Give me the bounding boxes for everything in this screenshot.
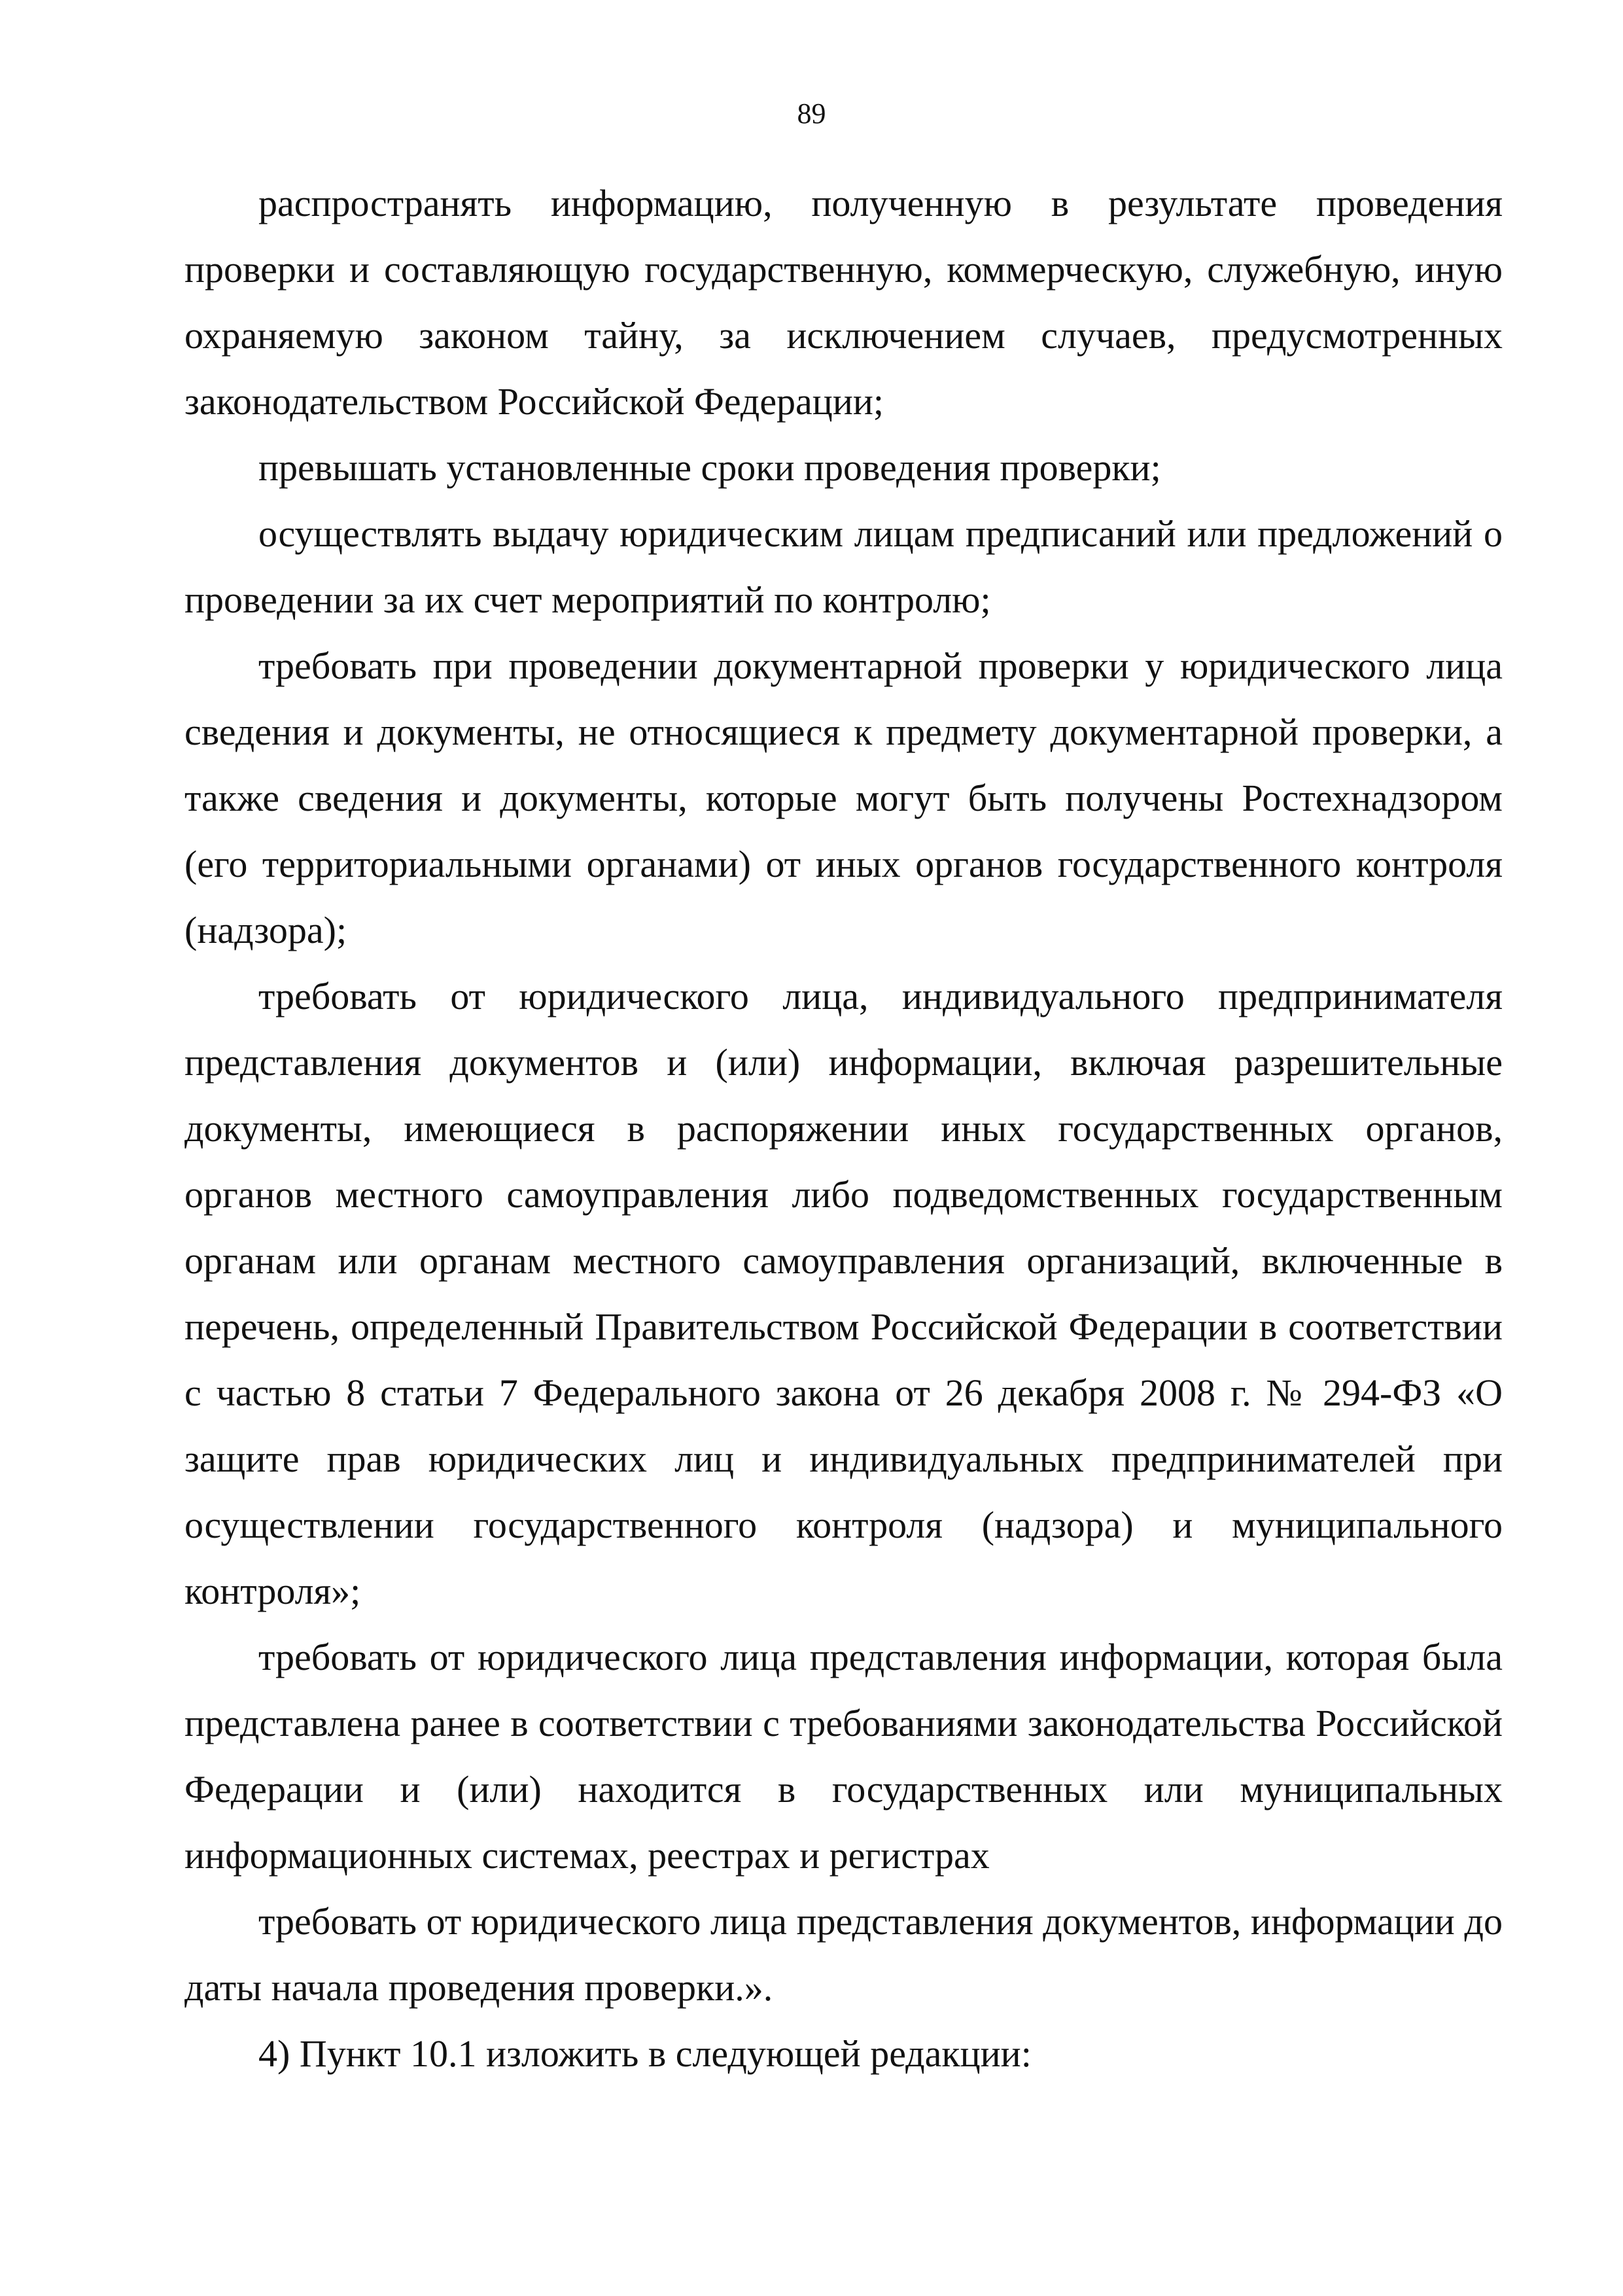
paragraph-inspection-deadlines: превышать установленные сроки проведения проверки; — [258, 446, 1161, 489]
page-number: 89 — [797, 97, 826, 130]
paragraph-amendment-10-1: 4) Пункт 10.1 изложить в следующей редакции: — [258, 2032, 1032, 2075]
paragraph-issue-orders: осуществлять выдачу юридическим лицам предписаний или предложений о проведении за их счет мероприятий по контролю; — [184, 512, 1503, 621]
paragraph-require-documents: требовать от юридического лица, индивидуального предпринимателя представления документов и (или) информации, включая разрешительные документы, имеющиеся в распоряжении иных государственных органов, органов местного самоуправления либо подведомственных государственным органам или органам местного самоуправления организаций, включенные в перечень, определенный Правительством Российской Федерации в соответствии с частью 8 статьи 7 Федерального закона от 26 декабря 2008 г. № 294-ФЗ «О защите прав юридических лиц и индивидуальных предпринимателей при осуществлении государственного контроля (надзора) и муниципального контроля»; — [184, 975, 1503, 1612]
paragraph-before-inspection: требовать от юридического лица представления документов, информации до даты начала проведения проверки.». — [184, 1900, 1503, 2009]
paragraph-documentary-inspection: требовать при проведении документарной проверки у юридического лица сведения и документы, не относящиеся к предмету документарной проверки, а также сведения и документы, которые могут быть получены Ростехнадзором (его территориальными органами) от иных органов государственного контроля (надзора); — [184, 645, 1503, 951]
paragraph-require-information: требовать от юридического лица представления информации, которая была представлена ранее в соответствии с требованиями законодательства Российской Федерации и (или) находится в государственных или муниципальных информационных системах, реестрах и регистрах — [184, 1636, 1503, 1877]
document-body — [184, 170, 1503, 2087]
paragraph-disclosure-secret: распространять информацию, полученную в результате проведения проверки и составляющую государственную, коммерческую, служебную, иную охраняемую законом тайну, за исключением случаев, предусмотренных законодательством Российской Федерации; — [184, 182, 1503, 423]
